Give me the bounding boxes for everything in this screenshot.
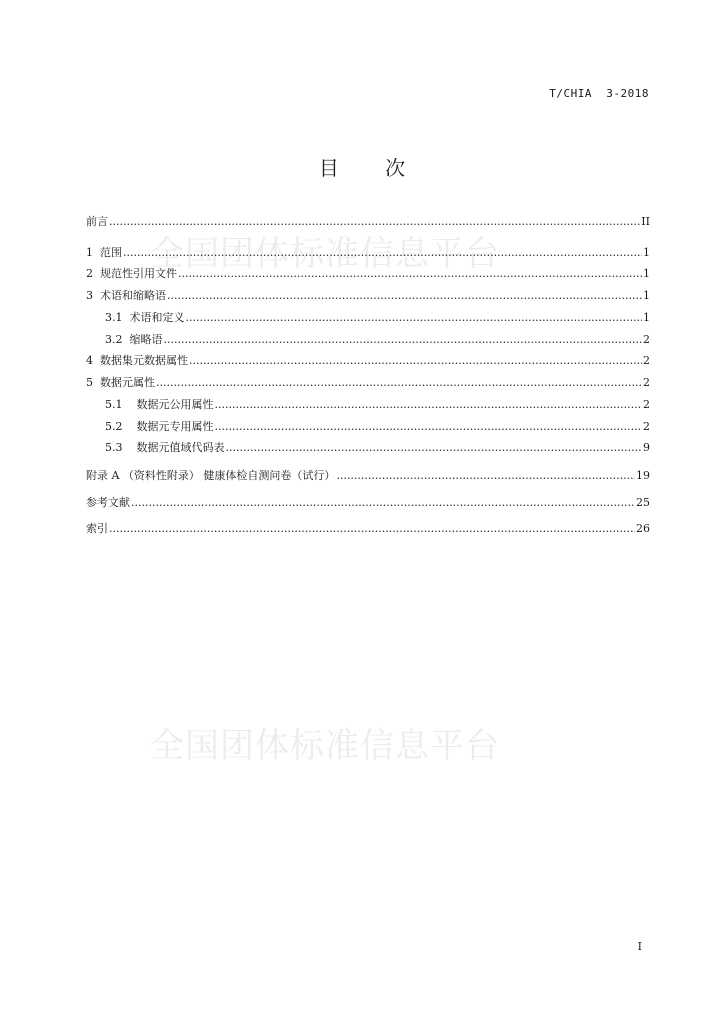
watermark-top: 全国团体标准信息平台 <box>150 234 500 274</box>
toc-entry-page: 2 <box>643 376 650 389</box>
toc-entry-terms-abbreviations[interactable] <box>86 288 650 304</box>
toc-dot-leader <box>178 266 642 282</box>
toc-entry-label: 范围 <box>100 246 122 259</box>
toc-entry-number: 3.1 <box>105 311 130 324</box>
toc-entry-label: 索引 <box>86 522 108 535</box>
toc-entry-label: 术语和缩略语 <box>100 289 166 302</box>
page-number: I <box>637 940 642 953</box>
toc-entry-value-domain-codes[interactable] <box>105 440 650 456</box>
toc-entry-page: 2 <box>643 354 650 367</box>
toc-entry-page: 9 <box>643 441 650 454</box>
toc-entry-label: 术语和定义 <box>129 311 185 324</box>
toc-entry-page: 1 <box>643 289 650 302</box>
toc-dot-leader <box>336 468 635 484</box>
toc-entry-label: 缩略语 <box>129 333 163 346</box>
toc-entry-label: 参考文献 <box>86 496 130 509</box>
toc-entry-page: 26 <box>636 522 650 535</box>
toc-entry-page: 19 <box>636 469 650 482</box>
toc-entry-page: II <box>641 215 650 228</box>
toc-dot-leader <box>123 245 642 261</box>
toc-entry-page: 1 <box>643 267 650 280</box>
toc-dot-leader <box>214 397 642 413</box>
toc-entry-index[interactable] <box>86 521 650 537</box>
toc-entry-number: 5 <box>86 376 100 389</box>
toc-entry-label: 数据集元数据属性 <box>100 354 188 367</box>
toc-entry-normative-references[interactable] <box>86 266 650 282</box>
toc-dot-leader <box>167 288 642 304</box>
toc-entry-number: 5.1 <box>105 398 137 411</box>
toc-dot-leader <box>164 332 643 348</box>
toc-entry-number: 4 <box>86 354 100 367</box>
toc-entry-label: 数据元属性 <box>100 376 155 389</box>
toc-entry-abbreviations[interactable] <box>105 332 650 348</box>
toc-entry-dataset-metadata[interactable] <box>86 353 650 369</box>
toc-entry-common-attributes[interactable] <box>105 397 650 413</box>
toc-entry-label: 数据元值域代码表 <box>136 441 225 454</box>
toc-entry-foreword[interactable] <box>86 214 650 230</box>
toc-entry-terms-definitions[interactable] <box>105 310 650 326</box>
toc-dot-leader <box>109 214 640 230</box>
toc-entry-number: 5.3 <box>105 441 137 454</box>
watermark-bottom: 全国团体标准信息平台 <box>150 726 500 766</box>
toc-entry-specific-attributes[interactable] <box>105 419 650 435</box>
toc-entry-bibliography[interactable] <box>86 495 650 511</box>
toc-entry-page: 2 <box>643 398 650 411</box>
toc-dot-leader <box>109 521 635 537</box>
toc-dot-leader <box>225 440 642 456</box>
toc-entry-page: 2 <box>643 420 650 433</box>
toc-entry-data-element-attributes[interactable] <box>86 375 650 391</box>
toc-entry-label: 数据元专用属性 <box>136 420 214 433</box>
toc-dot-leader <box>186 310 643 326</box>
toc-entry-number: 2 <box>86 267 100 280</box>
toc-entry-page: 1 <box>643 311 650 324</box>
toc-dot-leader <box>214 419 642 435</box>
page-title: 目 次 <box>318 156 426 180</box>
toc-entry-page: 1 <box>643 246 650 259</box>
toc-entry-appendix-a[interactable] <box>86 468 650 484</box>
toc-entry-label: 前言 <box>86 215 108 228</box>
toc-entry-label: 规范性引用文件 <box>100 267 177 280</box>
toc-entry-number: 5.2 <box>105 420 137 433</box>
toc-entry-number: 3.2 <box>105 333 130 346</box>
document-code: T/CHIA 3-2018 <box>549 87 649 100</box>
toc-entry-page: 25 <box>636 496 650 509</box>
toc-dot-leader <box>189 353 642 369</box>
toc-dot-leader <box>131 495 635 511</box>
toc-entry-page: 2 <box>643 333 650 346</box>
toc-entry-number: 3 <box>86 289 100 302</box>
toc-entry-number: 1 <box>86 246 100 259</box>
toc-entry-scope[interactable] <box>86 245 650 261</box>
toc-entry-label: 附录 A （资料性附录） 健康体检自测问卷（试行） <box>86 469 336 482</box>
toc-entry-label: 数据元公用属性 <box>136 398 214 411</box>
toc-dot-leader <box>156 375 642 391</box>
